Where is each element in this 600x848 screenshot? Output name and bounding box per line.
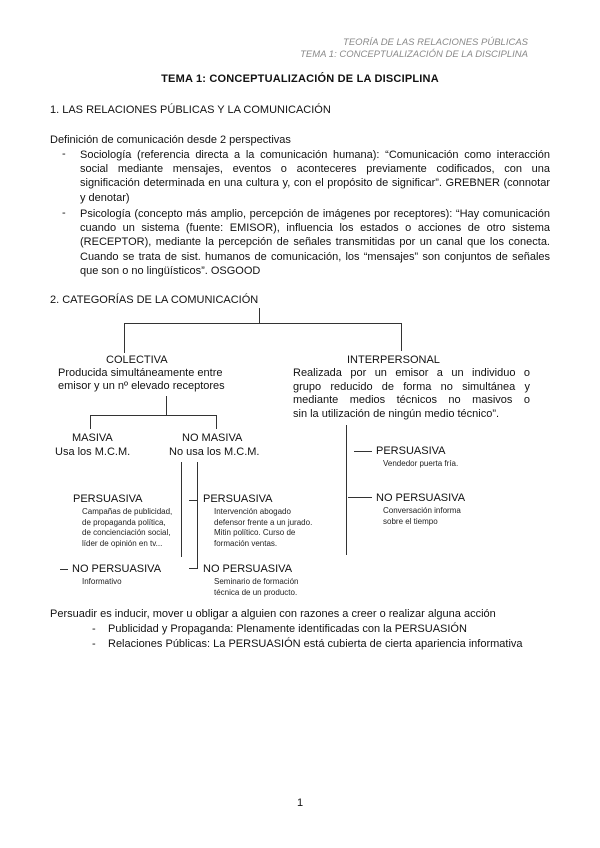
text-line: grupo reducido de forma no simultánea y [293,380,530,393]
node-interpersonal-desc [293,367,530,421]
node-masiva-no-persuasiva-title: NO PERSUASIVA [72,563,162,575]
section2-heading: 2. CATEGORÍAS DE LA COMUNICACIÓN [50,294,259,306]
connector-line [197,462,198,569]
text-line: Sociología (referencia directa a la comunicación humana): “Comunicación como interacción [80,149,550,161]
connector-line [166,396,167,416]
node-nomasiva-no-persuasiva-title: NO PERSUASIVA [203,563,293,575]
connector-line [124,323,125,353]
text-line: Intervención abogado [214,507,291,516]
text-line: (RECEPTOR), mediante la percepción de señales transmitidas por un canal que los conecta. [80,236,550,249]
text-line: significación determinada en una cultura y, con el propósito de significar”. GREBNER (connotar [80,177,550,190]
connector-line [60,569,68,570]
text-line: Cuando se trata de sist. humanos de comunicación, los “mensajes” son conjuntos de señales [80,250,550,263]
text-line: líder de opinión en tv... [82,538,163,548]
text-line: emisor y un nº elevado receptores [58,380,225,392]
node-no-masiva-title: NO MASIVA [182,432,243,444]
bullet-dash: - [62,148,66,160]
text-line: sobre el tiempo [383,516,438,526]
node-inter-persuasiva-title: PERSUASIVA [376,445,446,457]
text-line: Realizada por un emisor a un individuo o [293,367,530,379]
text-line: Producida simultáneamente entre [58,367,223,379]
text-line: de propaganda política, [82,517,166,527]
text-line: formación ventas. [214,538,278,548]
connector-line [346,425,347,555]
node-inter-no-persuasiva-title: NO PERSUASIVA [376,492,466,504]
connector-line [90,415,91,429]
connector-line [90,415,217,416]
text-line: cuando un sistema (fuente: EMISOR), influencia los estados o acciones de otro sistema [80,222,550,235]
node-masiva-persuasiva-notes [82,507,172,549]
node-no-masiva-sub: No usa los M.C.M. [169,446,260,458]
text-line: Psicología (concepto más amplio, percepción de imágenes por receptores): “Hay comunicación [80,208,550,220]
connector-line [216,415,217,429]
connector-line [348,497,372,498]
node-colectiva-title: COLECTIVA [106,354,168,366]
closing-item-publicidad: Publicidad y Propaganda: Plenamente identificadas con la PERSUASIÓN [108,623,467,635]
running-header-topic: TEMA 1: CONCEPTUALIZACIÓN DE LA DISCIPLINA [300,49,528,60]
running-header-course: TEORÍA DE LAS RELACIONES PÚBLICAS [343,37,528,48]
node-nomasiva-persuasiva-notes [214,507,312,549]
connector-line [189,568,197,569]
closing-item-rrpp: Relaciones Públicas: La PERSUASIÓN está cubierta de cierta apariencia informativa [108,638,523,650]
persuasion-definition: Persuadir es inducir, mover u obligar a alguien con razones a creer o realizar alguna acción [50,608,496,620]
definition-sociologia [80,148,550,205]
node-inter-no-persuasiva-notes [383,506,461,527]
text-line: Informativo [82,577,122,586]
connector-line [259,308,260,324]
node-nomasiva-persuasiva-title: PERSUASIVA [203,493,273,505]
definition-psicologia [80,207,550,278]
text-line: de concienciación social, [82,528,171,537]
text-line: social mediante mensajes, eventos o aconteceres previamente codificados, con una [80,163,550,176]
text-line: sin la utilización de ningún medio técnico”. [293,407,500,420]
text-line: Conversación informa [383,506,461,515]
connector-line [354,451,372,452]
node-inter-persuasiva-notes [383,459,458,470]
node-masiva-no-persuasiva-notes [82,577,122,588]
connector-line [181,462,182,557]
node-interpersonal-title: INTERPERSONAL [347,354,440,366]
connector-line [401,323,402,351]
section1-intro: Definición de comunicación desde 2 perspectivas [50,134,291,146]
node-masiva-persuasiva-title: PERSUASIVA [73,493,143,505]
text-line: Seminario de formación [214,577,299,586]
node-masiva-title: MASIVA [72,432,113,444]
text-line: Campañas de publicidad, [82,507,173,516]
connector-line [189,500,197,501]
page-number: 1 [296,797,304,809]
text-line: Vendedor puerta fría. [383,459,459,468]
text-line: y denotar) [80,191,130,204]
text-line: Mitin político. Curso de [214,528,296,537]
text-line: que son o no lingüísticos”. OSGOOD [80,264,261,277]
bullet-dash: - [92,638,96,650]
section1-heading: 1. LAS RELACIONES PÚBLICAS Y LA COMUNICACIÓN [50,104,331,116]
text-line: técnica de un producto. [214,587,298,597]
connector-line [124,323,402,324]
node-masiva-sub: Usa los M.C.M. [55,446,131,458]
bullet-dash: - [92,623,96,635]
text-line: mediante medios técnicos no masivos o [293,394,530,406]
node-colectiva-desc [58,367,225,393]
node-nomasiva-no-persuasiva-notes [214,577,298,598]
text-line: defensor frente a un jurado. [214,517,313,527]
bullet-dash: - [62,207,66,219]
page-title: TEMA 1: CONCEPTUALIZACIÓN DE LA DISCIPLINA [161,73,439,85]
